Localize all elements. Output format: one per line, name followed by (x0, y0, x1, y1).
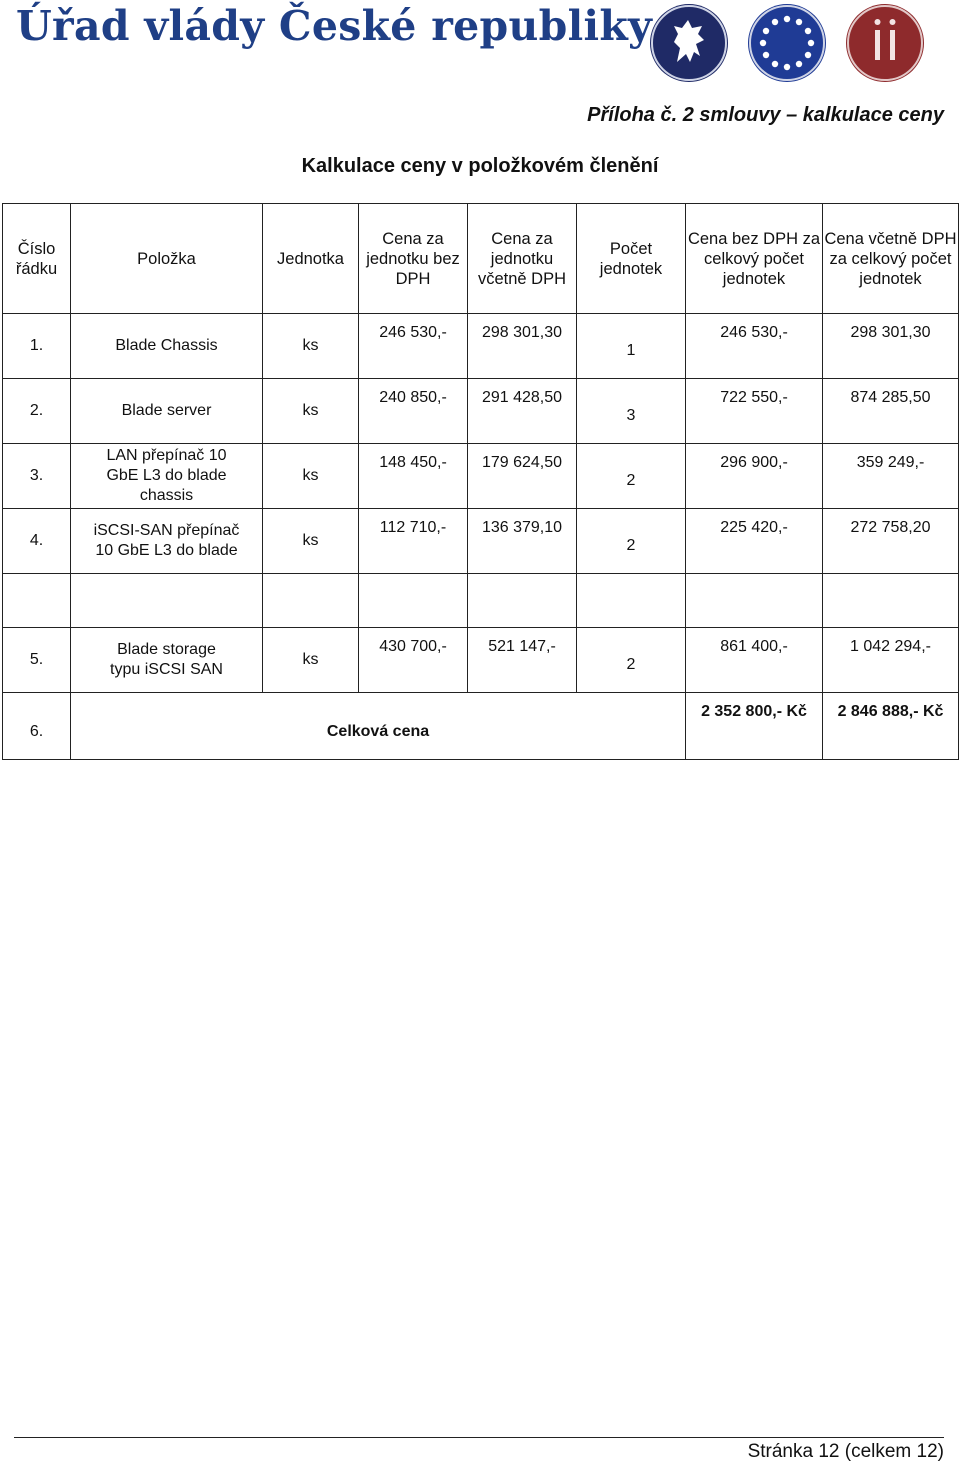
header-unit-price-vat: Cena za jednotku včetně DPH (468, 204, 577, 314)
header-quantity: Počet jednotek (577, 204, 686, 314)
total-row (3, 693, 959, 760)
row-unit-price-vat: 298 301,30 (468, 314, 577, 379)
table-header-row (3, 204, 959, 314)
table-row (3, 444, 959, 509)
row-unit-price-vat: 179 624,50 (468, 444, 577, 509)
empty-cell (686, 574, 823, 628)
row-unit-price: 240 850,- (359, 379, 468, 444)
row-unit-price: 112 710,- (359, 509, 468, 574)
row-total: 296 900,- (686, 444, 823, 509)
row-number: 5. (3, 628, 71, 693)
row-unit-price: 246 530,- (359, 314, 468, 379)
row-unit: ks (263, 314, 359, 379)
subtitle-text: Kalkulace ceny v položkovém členění (301, 155, 659, 177)
row-total-vat: 272 758,20 (823, 509, 959, 574)
ii-emblem-logo-icon (846, 4, 924, 82)
row-item: iSCSI-SAN přepínač 10 GbE L3 do blade (71, 509, 263, 574)
page-number: Stránka 12 (celkem 12) (747, 1441, 944, 1462)
row-total: 246 530,- (686, 314, 823, 379)
document-subtitle (0, 155, 960, 178)
row-total: 722 550,- (686, 379, 823, 444)
czech-lion-logo-icon (650, 4, 728, 82)
grand-total: 2 352 800,- Kč (686, 693, 823, 760)
row-number: 1. (3, 314, 71, 379)
empty-cell (823, 574, 959, 628)
row-quantity: 2 (577, 444, 686, 509)
table-row (3, 379, 959, 444)
table-row (3, 314, 959, 379)
row-number: 4. (3, 509, 71, 574)
total-label: Celková cena (71, 693, 686, 760)
header-unit-price: Cena za jednotku bez DPH (359, 204, 468, 314)
row-unit: ks (263, 379, 359, 444)
row-quantity: 3 (577, 379, 686, 444)
header-row-number: Číslo řádku (3, 204, 71, 314)
row-quantity: 2 (577, 509, 686, 574)
row-unit: ks (263, 628, 359, 693)
row-total: 861 400,- (686, 628, 823, 693)
calculation-table (2, 203, 959, 760)
row-unit-price-vat: 291 428,50 (468, 379, 577, 444)
table-row (3, 509, 959, 574)
row-unit-price: 148 450,- (359, 444, 468, 509)
header-unit: Jednotka (263, 204, 359, 314)
header-total: Cena bez DPH za celkový počet jednotek (686, 204, 823, 314)
row-unit-price-vat: 521 147,- (468, 628, 577, 693)
empty-cell (359, 574, 468, 628)
table-row (3, 628, 959, 693)
row-total-vat: 359 249,- (823, 444, 959, 509)
empty-cell (71, 574, 263, 628)
empty-cell (577, 574, 686, 628)
row-item: Blade storage typu iSCSI SAN (71, 628, 263, 693)
row-total-vat: 298 301,30 (823, 314, 959, 379)
eu-stars-logo-icon (748, 4, 826, 82)
row-unit-price-vat: 136 379,10 (468, 509, 577, 574)
empty-cell (263, 574, 359, 628)
row-item: LAN přepínač 10 GbE L3 do blade chassis (71, 444, 263, 509)
row-item: Blade Chassis (71, 314, 263, 379)
row-quantity: 2 (577, 628, 686, 693)
row-unit-price: 430 700,- (359, 628, 468, 693)
row-number: 2. (3, 379, 71, 444)
row-unit: ks (263, 509, 359, 574)
total-row-number: 6. (3, 693, 71, 760)
header-total-vat: Cena včetně DPH za celkový počet jednotek (823, 204, 959, 314)
grand-total-vat: 2 846 888,- Kč (823, 693, 959, 760)
footer-divider (14, 1437, 944, 1438)
row-unit: ks (263, 444, 359, 509)
empty-cell (3, 574, 71, 628)
page-title: Úřad vlády České republiky (16, 2, 653, 50)
row-total-vat: 1 042 294,- (823, 628, 959, 693)
header-item: Položka (71, 204, 263, 314)
row-number: 3. (3, 444, 71, 509)
row-total-vat: 874 285,50 (823, 379, 959, 444)
empty-cell (468, 574, 577, 628)
header-logos (650, 4, 930, 84)
row-total: 225 420,- (686, 509, 823, 574)
row-item: Blade server (71, 379, 263, 444)
empty-row (3, 574, 959, 628)
row-quantity: 1 (577, 314, 686, 379)
annex-label: Příloha č. 2 smlouvy – kalkulace ceny (587, 104, 944, 126)
